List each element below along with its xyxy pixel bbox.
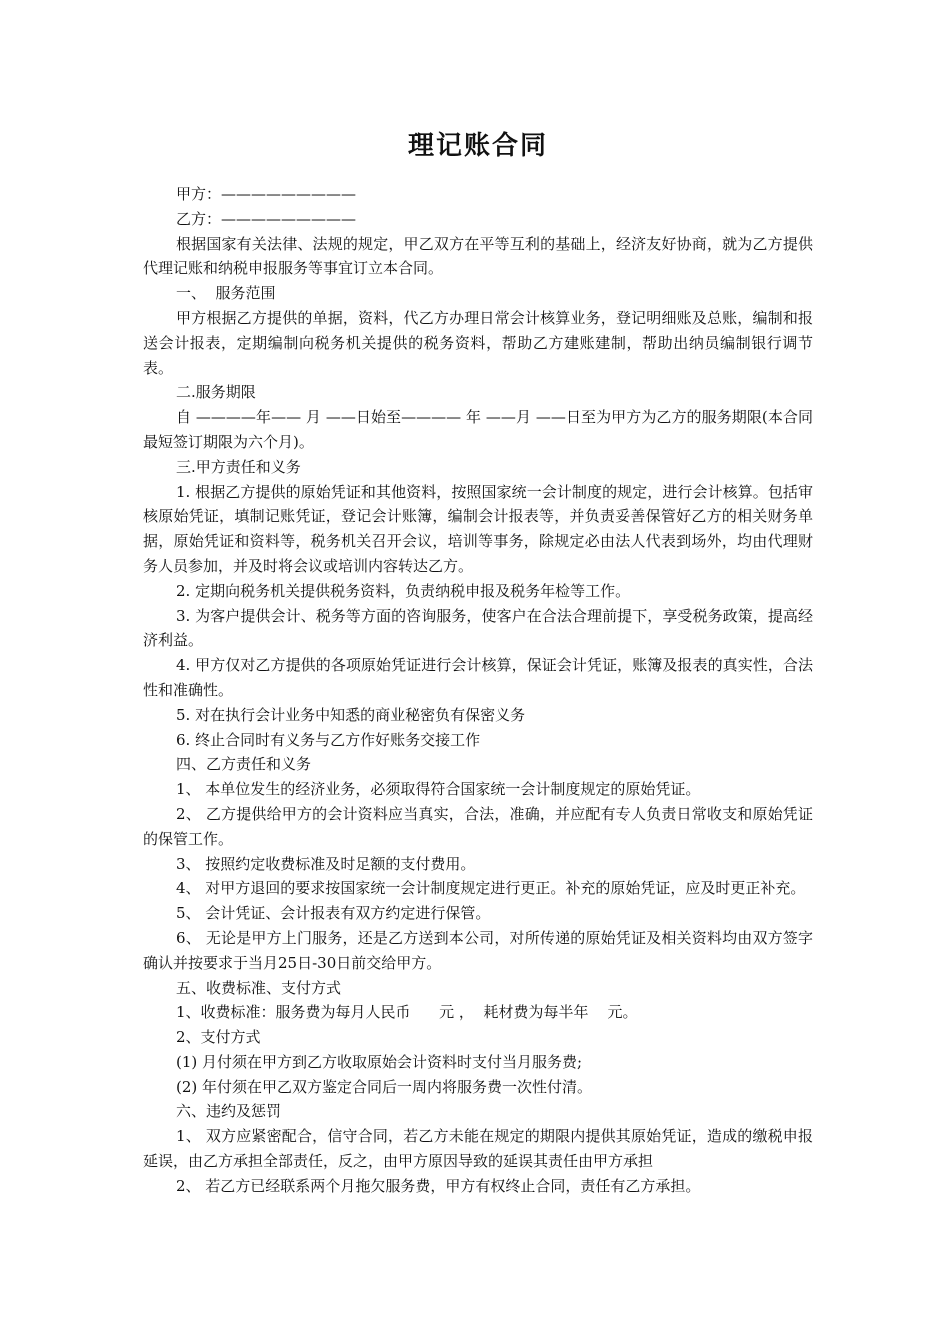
section-heading-fees: 五、收费标准、支付方式 (176, 978, 342, 997)
party-a-clause-2: 2. 定期向税务机关提供税务资料，负责纳税申报及税务年检等工作。 (176, 581, 631, 600)
party-b-clause-5: 5、 会计凭证、会计报表有双方约定进行保管。 (176, 904, 491, 923)
contract-page (143, 126, 813, 1199)
party-b-line: 乙方：————————— (176, 209, 357, 228)
party-b-clause-6: 6、 无论是甲方上门服务，还是乙方送到本公司，对所传递的原始凭证及相关资料均由双方签字确认并按要求于当月25日-30日前交给甲方。 (143, 928, 813, 972)
section-heading-term: 二.服务期限 (176, 383, 256, 402)
party-b-clause-1: 1、 本单位发生的经济业务，必须取得符合国家统一会计制度规定的原始凭证。 (176, 780, 701, 799)
fees-subclause-1: (1) 月付须在甲方到乙方收取原始会计资料时支付当月服务费; (176, 1052, 583, 1071)
party-b-clause-3: 3、 按照约定收费标准及时足额的支付费用。 (176, 854, 476, 873)
section-heading-breach: 六、违约及惩罚 (176, 1102, 282, 1121)
fees-clause-2: 2、支付方式 (176, 1028, 261, 1047)
party-b-clause-4: 4、 对甲方退回的要求按国家统一会计制度规定进行更正。补充的原始凭证，应及时更正补充。 (176, 879, 806, 898)
scope-paragraph: 甲方根据乙方提供的单据，资料，代乙方办理日常会计核算业务，登记明细账及总账，编制和报送会计报表，定期编制向税务机关提供的税务资料，帮助乙方建账建制，帮助出纳员编制银行调节表。 (143, 308, 813, 377)
party-a-clause-4: 4. 甲方仅对乙方提供的各项原始凭证进行会计核算，保证会计凭证，账簿及报表的真实性，合法性和准确性。 (143, 656, 813, 699)
fees-clause-1: 1、收费标准：服务费为每月人民币 元 ， 耗材费为每半年 元。 (176, 1003, 638, 1022)
breach-clause-2: 2、 若乙方已经联系两个月拖欠服务费，甲方有权终止合同，责任有乙方承担。 (176, 1176, 701, 1195)
party-a-clause-6: 6. 终止合同时有义务与乙方作好账务交接工作 (176, 730, 481, 749)
section-heading-scope: 一、 服务范围 (176, 284, 276, 303)
party-b-clause-2: 2、 乙方提供给甲方的会计资料应当真实，合法，准确，并应配有专人负责日常收支和原始凭证的保管工作。 (143, 804, 813, 848)
section-heading-party-a-duties: 三.甲方责任和义务 (176, 457, 301, 476)
fees-subclause-2: (2) 年付须在甲乙双方鉴定合同后一周内将服务费一次性付清。 (176, 1077, 593, 1096)
party-a-clause-5: 5. 对在执行会计业务中知悉的商业秘密负有保密义务 (176, 705, 526, 724)
term-paragraph: 自 ————年—— 月 ——日始至———— 年 ——月 ——日至为甲方为乙方的服务期限(本合同最短签订期限为六个月)。 (143, 408, 813, 451)
party-a-clause-1: 1. 根据乙方提供的原始凭证和其他资料，按照国家统一会计制度的规定，进行会计核算。包括审核原始凭证，填制记账凭证，登记会计账簿，编制会计报表等，并负责妥善保管好乙方的相关财务单据，原始凭证和资料等，税务机关召开会议，培训等事务，除规定必由法人代表到场外，均由代理财务人员参加，并及时将会议或培训内容转达乙方。 (143, 482, 813, 575)
party-a-line: 甲方：————————— (176, 185, 357, 203)
document-title: 理记账合同 (407, 131, 548, 161)
preamble-paragraph: 根据国家有关法律、法规的规定，甲乙双方在平等互利的基础上，经济友好协商，就为乙方提供代理记账和纳税申报服务等事宜订立本合同。 (143, 234, 813, 278)
party-a-clause-3: 3. 为客户提供会计、税务等方面的咨询服务，使客户在合法合理前提下，享受税务政策，提高经济利益。 (143, 606, 813, 650)
section-heading-party-b-duties: 四、乙方责任和义务 (176, 755, 312, 774)
breach-clause-1: 1、 双方应紧密配合，信守合同，若乙方未能在规定的期限内提供其原始凭证，造成的缴税申报延误，由乙方承担全部责任，反之，由甲方原因导致的延误其责任由甲方承担 (143, 1127, 813, 1171)
